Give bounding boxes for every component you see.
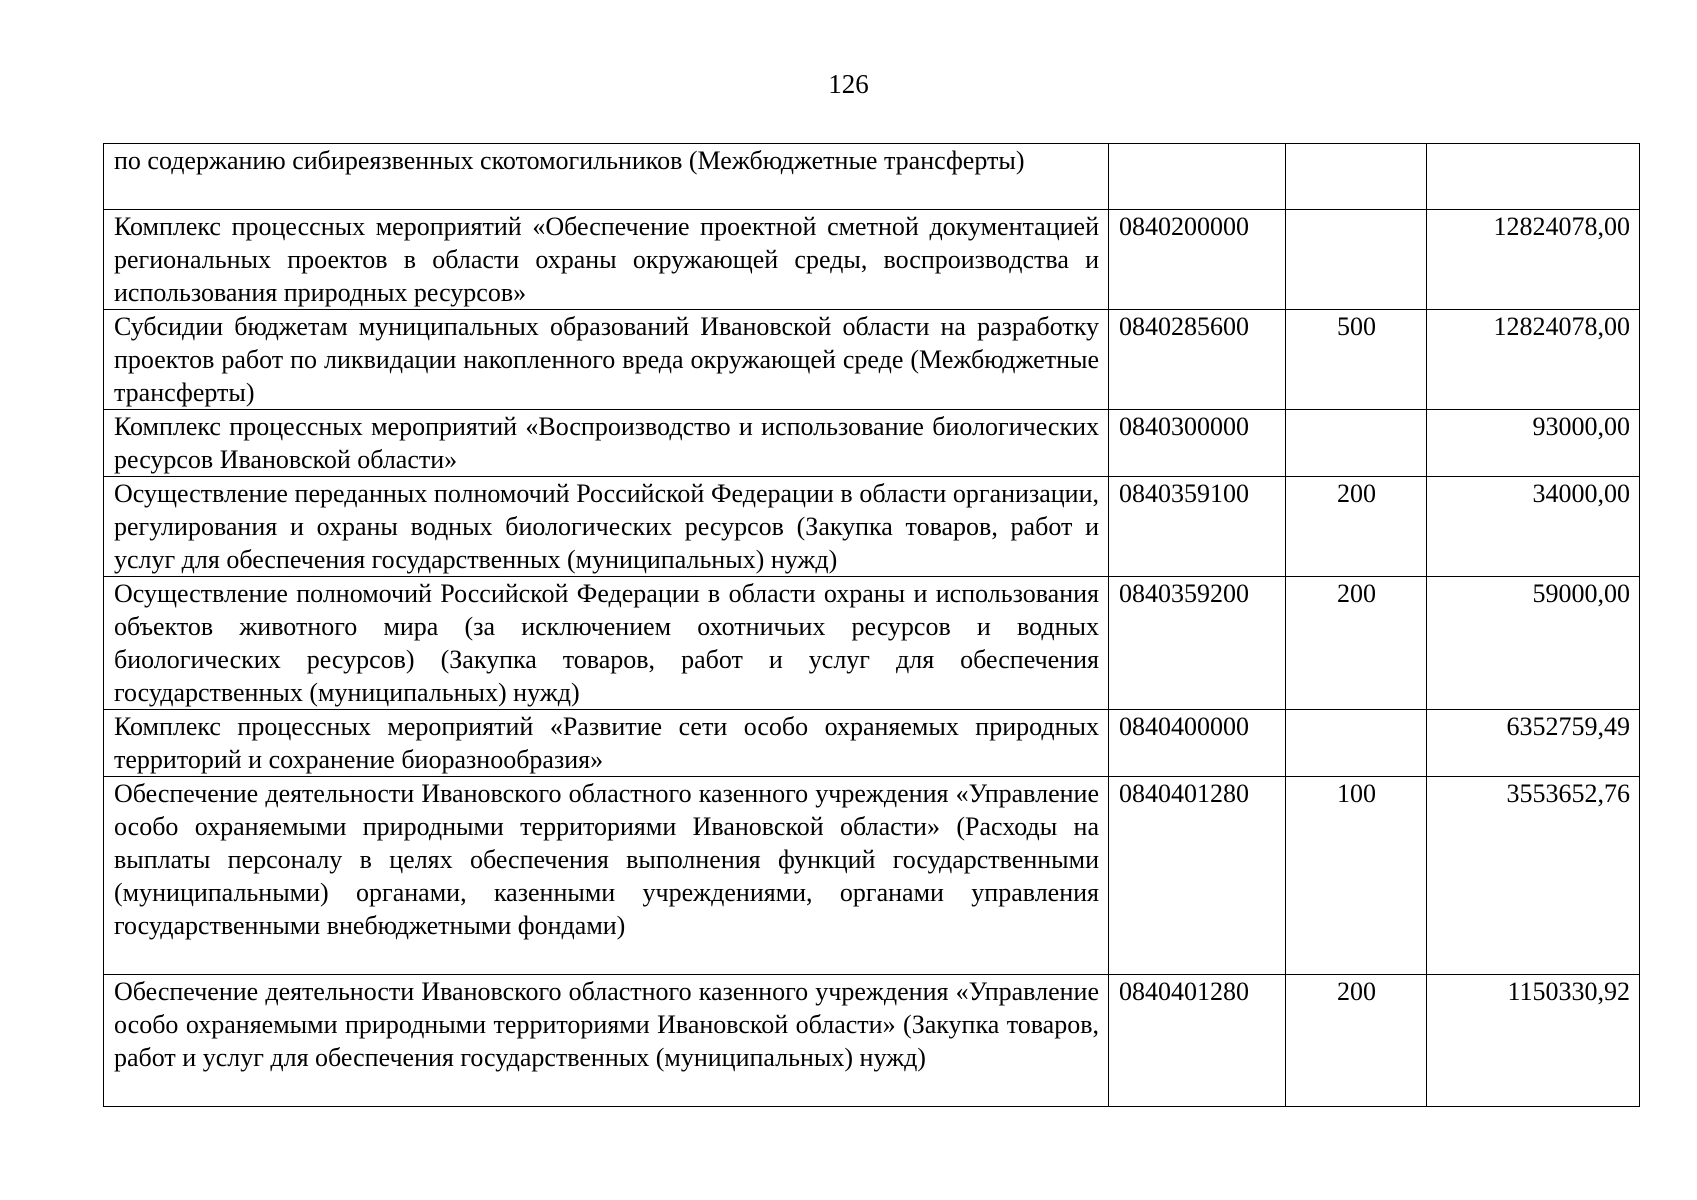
code-cell: 0840200000: [1109, 210, 1286, 310]
table-row: [104, 410, 1640, 477]
table-row: [104, 144, 1640, 210]
description-cell: Комплекс процессных мероприятий «Обеспечение проектной сметной документацией региональных проектов в области охраны окружающей среды, воспроизводства и использования природных ресурсов»: [104, 210, 1109, 310]
description-cell: Комплекс процессных мероприятий «Развитие сети особо охраняемых природных территорий и сохранение биоразнообразия»: [104, 710, 1109, 777]
expense-type-cell: [1286, 210, 1427, 310]
code-cell: 0840300000: [1109, 410, 1286, 477]
expense-type-cell: 100: [1286, 777, 1427, 975]
budget-table: [103, 143, 1640, 1107]
table-row: [104, 710, 1640, 777]
expense-type-cell: 200: [1286, 477, 1427, 577]
expense-type-cell: 200: [1286, 975, 1427, 1107]
page-number: 126: [828, 69, 869, 99]
table-row: [104, 477, 1640, 577]
expense-type-cell: [1286, 410, 1427, 477]
code-cell: 0840285600: [1109, 310, 1286, 410]
table-row: [104, 975, 1640, 1107]
code-cell: [1109, 144, 1286, 210]
amount-cell: 12824078,00: [1427, 210, 1640, 310]
table-row: [104, 777, 1640, 975]
amount-cell: 6352759,49: [1427, 710, 1640, 777]
table-row: [104, 577, 1640, 710]
description-cell: Осуществление полномочий Российской Федерации в области охраны и использования объектов животного мира (за исключением охотничьих ресурсов и водных биологических ресурсов) (Закупка товаров, работ и услуг для обеспечения государственных (муниципальных) нужд): [104, 577, 1109, 710]
code-cell: 0840359100: [1109, 477, 1286, 577]
code-cell: 0840400000: [1109, 710, 1286, 777]
amount-cell: 93000,00: [1427, 410, 1640, 477]
amount-cell: 34000,00: [1427, 477, 1640, 577]
expense-type-cell: [1286, 144, 1427, 210]
amount-cell: 1150330,92: [1427, 975, 1640, 1107]
table-row: [104, 210, 1640, 310]
code-cell: 0840401280: [1109, 777, 1286, 975]
expense-type-cell: 200: [1286, 577, 1427, 710]
expense-type-cell: 500: [1286, 310, 1427, 410]
table-row: [104, 310, 1640, 410]
description-cell: Осуществление переданных полномочий Российской Федерации в области организации, регулирования и охраны водных биологических ресурсов (Закупка товаров, работ и услуг для обеспечения государственных (муниципальных) нужд): [104, 477, 1109, 577]
description-cell: Субсидии бюджетам муниципальных образований Ивановской области на разработку проектов работ по ликвидации накопленного вреда окружающей среде (Межбюджетные трансферты): [104, 310, 1109, 410]
description-cell: Комплекс процессных мероприятий «Воспроизводство и использование биологических ресурсов Ивановской области»: [104, 410, 1109, 477]
amount-cell: 59000,00: [1427, 577, 1640, 710]
code-cell: 0840359200: [1109, 577, 1286, 710]
amount-cell: [1427, 144, 1640, 210]
expense-type-cell: [1286, 710, 1427, 777]
description-cell: по содержанию сибиреязвенных скотомогильников (Межбюджетные трансферты): [104, 144, 1109, 210]
description-cell: Обеспечение деятельности Ивановского областного казенного учреждения «Управление особо охраняемыми природными территориями Ивановской области» (Расходы на выплаты персоналу в целях обеспечения выполнения функций государственными (муниципальными) органами, казенными учреждениями, органами управления государственными внебюджетными фондами): [104, 777, 1109, 975]
amount-cell: 12824078,00: [1427, 310, 1640, 410]
description-cell: Обеспечение деятельности Ивановского областного казенного учреждения «Управление особо охраняемыми природными территориями Ивановской области» (Закупка товаров, работ и услуг для обеспечения государственных (муниципальных) нужд): [104, 975, 1109, 1107]
code-cell: 0840401280: [1109, 975, 1286, 1107]
amount-cell: 3553652,76: [1427, 777, 1640, 975]
